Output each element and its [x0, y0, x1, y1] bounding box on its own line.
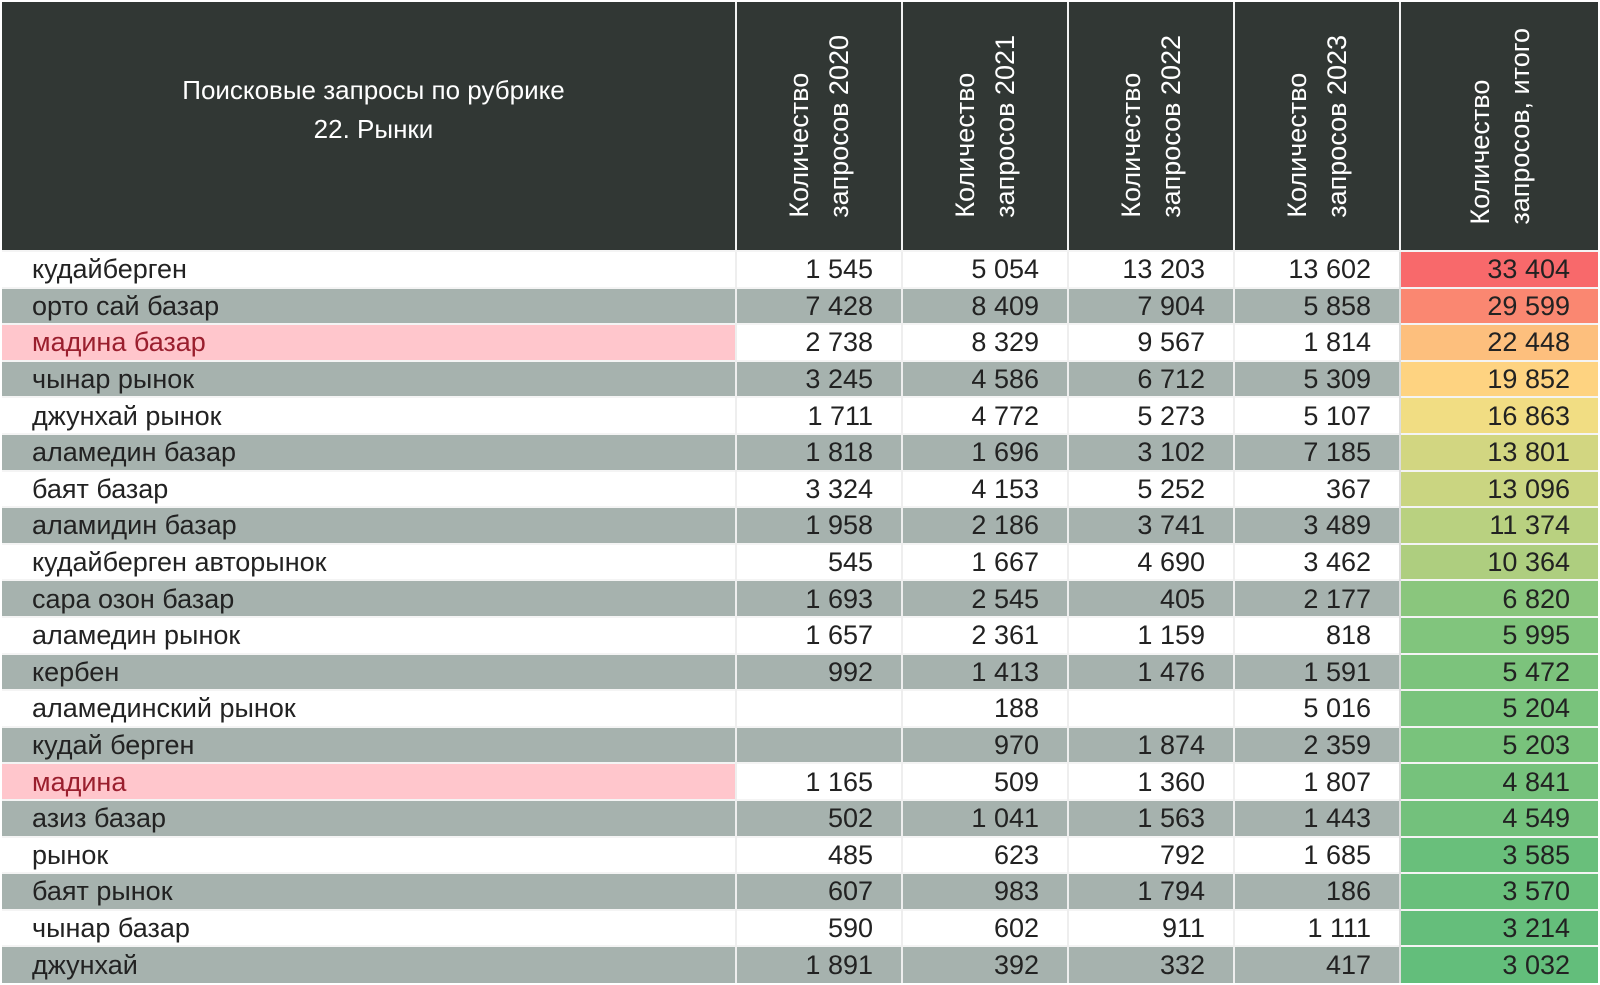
cell-2022: 1 563 — [1068, 800, 1234, 837]
table-row — [2, 471, 1598, 508]
table-body — [2, 251, 1598, 983]
table-row — [2, 617, 1598, 654]
cell-2021: 2 186 — [902, 507, 1068, 544]
cell-2023: 1 685 — [1234, 837, 1400, 874]
cell-2020: 485 — [736, 837, 902, 874]
cell-2021: 1 413 — [902, 654, 1068, 691]
row-name: кербен — [2, 654, 736, 691]
cell-2021: 4 586 — [902, 361, 1068, 398]
row-name: джунхай рынок — [2, 397, 736, 434]
table-row — [2, 251, 1598, 288]
cell-2023: 5 107 — [1234, 397, 1400, 434]
table-row — [2, 507, 1598, 544]
row-name: мадина базар — [2, 324, 736, 361]
row-name: сара озон базар — [2, 580, 736, 617]
row-name: аламедин базар — [2, 434, 736, 471]
cell-2023: 7 185 — [1234, 434, 1400, 471]
cell-2021: 970 — [902, 727, 1068, 764]
row-name: аламедин рынок — [2, 617, 736, 654]
cell-2020: 1 545 — [736, 251, 902, 288]
cell-total: 4 549 — [1400, 800, 1598, 837]
cell-2021: 1 667 — [902, 544, 1068, 581]
cell-2022: 332 — [1068, 946, 1234, 983]
cell-2020: 607 — [736, 873, 902, 910]
cell-2020: 992 — [736, 654, 902, 691]
row-name: джунхай — [2, 946, 736, 983]
row-name: рынок — [2, 837, 736, 874]
cell-2020: 1 711 — [736, 397, 902, 434]
column-header-label: Количество запросов 2022 — [1116, 35, 1186, 218]
cell-2022: 5 252 — [1068, 471, 1234, 508]
cell-2022: 911 — [1068, 910, 1234, 947]
table-row — [2, 910, 1598, 947]
cell-2021: 5 054 — [902, 251, 1068, 288]
cell-2020: 1 958 — [736, 507, 902, 544]
column-header-2022 — [1068, 2, 1234, 251]
cell-2023: 13 602 — [1234, 251, 1400, 288]
column-header-2021 — [902, 2, 1068, 251]
table-row — [2, 763, 1598, 800]
cell-total: 3 214 — [1400, 910, 1598, 947]
cell-total: 13 801 — [1400, 434, 1598, 471]
row-name: аламединский рынок — [2, 690, 736, 727]
cell-2020: 502 — [736, 800, 902, 837]
cell-2020: 1 891 — [736, 946, 902, 983]
search-queries-table — [2, 2, 1598, 983]
table-row — [2, 946, 1598, 983]
cell-2021: 1 041 — [902, 800, 1068, 837]
cell-2021: 2 361 — [902, 617, 1068, 654]
title-line-2: 22. Рынки — [313, 114, 434, 144]
cell-total: 5 203 — [1400, 727, 1598, 764]
cell-total: 3 585 — [1400, 837, 1598, 874]
cell-2023: 1 814 — [1234, 324, 1400, 361]
cell-2022: 9 567 — [1068, 324, 1234, 361]
cell-2022: 792 — [1068, 837, 1234, 874]
cell-2023: 1 443 — [1234, 800, 1400, 837]
cell-total: 29 599 — [1400, 288, 1598, 325]
cell-2021: 602 — [902, 910, 1068, 947]
cell-2023: 186 — [1234, 873, 1400, 910]
cell-2023: 1 591 — [1234, 654, 1400, 691]
table-row — [2, 434, 1598, 471]
cell-2022: 3 741 — [1068, 507, 1234, 544]
table-row — [2, 361, 1598, 398]
cell-2023: 367 — [1234, 471, 1400, 508]
row-name: кудай берген — [2, 727, 736, 764]
cell-2020: 545 — [736, 544, 902, 581]
cell-2021: 8 329 — [902, 324, 1068, 361]
cell-2022: 1 476 — [1068, 654, 1234, 691]
cell-2020 — [736, 727, 902, 764]
row-name: мадина — [2, 763, 736, 800]
cell-2022 — [1068, 690, 1234, 727]
cell-2023: 2 359 — [1234, 727, 1400, 764]
cell-total: 11 374 — [1400, 507, 1598, 544]
cell-2022: 5 273 — [1068, 397, 1234, 434]
table-row — [2, 324, 1598, 361]
cell-2020: 2 738 — [736, 324, 902, 361]
column-header-total — [1400, 2, 1598, 251]
table-row — [2, 397, 1598, 434]
table-row — [2, 544, 1598, 581]
cell-2021: 623 — [902, 837, 1068, 874]
cell-total: 13 096 — [1400, 471, 1598, 508]
row-name: баят базар — [2, 471, 736, 508]
cell-total: 10 364 — [1400, 544, 1598, 581]
cell-2022: 13 203 — [1068, 251, 1234, 288]
cell-2020: 1 165 — [736, 763, 902, 800]
cell-2023: 5 309 — [1234, 361, 1400, 398]
cell-2020: 3 324 — [736, 471, 902, 508]
table-row — [2, 580, 1598, 617]
cell-2020: 7 428 — [736, 288, 902, 325]
cell-2020 — [736, 690, 902, 727]
row-name: аламидин базар — [2, 507, 736, 544]
cell-2023: 417 — [1234, 946, 1400, 983]
table-row — [2, 690, 1598, 727]
table-row — [2, 288, 1598, 325]
cell-2021: 392 — [902, 946, 1068, 983]
column-header-label: Количество запросов 2023 — [1282, 35, 1352, 218]
cell-2023: 2 177 — [1234, 580, 1400, 617]
cell-total: 5 472 — [1400, 654, 1598, 691]
column-header-2023 — [1234, 2, 1400, 251]
cell-2020: 1 818 — [736, 434, 902, 471]
cell-2023: 1 111 — [1234, 910, 1400, 947]
cell-2022: 405 — [1068, 580, 1234, 617]
column-header-label: Количество запросов, итого — [1464, 28, 1535, 225]
cell-2023: 5 858 — [1234, 288, 1400, 325]
cell-2023: 5 016 — [1234, 690, 1400, 727]
cell-2021: 4 772 — [902, 397, 1068, 434]
cell-total: 6 820 — [1400, 580, 1598, 617]
cell-total: 4 841 — [1400, 763, 1598, 800]
cell-2022: 1 360 — [1068, 763, 1234, 800]
table-row — [2, 837, 1598, 874]
cell-total: 16 863 — [1400, 397, 1598, 434]
cell-2023: 3 462 — [1234, 544, 1400, 581]
cell-2022: 1 874 — [1068, 727, 1234, 764]
cell-2021: 2 545 — [902, 580, 1068, 617]
cell-2021: 983 — [902, 873, 1068, 910]
table-row — [2, 727, 1598, 764]
row-name: кудайберген авторынок — [2, 544, 736, 581]
cell-total: 5 204 — [1400, 690, 1598, 727]
cell-2021: 188 — [902, 690, 1068, 727]
table-row — [2, 800, 1598, 837]
cell-2020: 1 693 — [736, 580, 902, 617]
cell-2020: 1 657 — [736, 617, 902, 654]
cell-2022: 6 712 — [1068, 361, 1234, 398]
cell-total: 19 852 — [1400, 361, 1598, 398]
column-header-label: Количество запросов 2020 — [784, 35, 854, 218]
table-row — [2, 654, 1598, 691]
cell-total: 3 032 — [1400, 946, 1598, 983]
cell-2021: 8 409 — [902, 288, 1068, 325]
header-row — [2, 2, 1598, 251]
cell-total: 33 404 — [1400, 251, 1598, 288]
cell-total: 5 995 — [1400, 617, 1598, 654]
cell-2021: 4 153 — [902, 471, 1068, 508]
column-header-label: Количество запросов 2021 — [950, 35, 1020, 218]
column-header-2020 — [736, 2, 902, 251]
table-row — [2, 873, 1598, 910]
cell-2023: 1 807 — [1234, 763, 1400, 800]
cell-2022: 1 794 — [1068, 873, 1234, 910]
cell-2022: 3 102 — [1068, 434, 1234, 471]
cell-2020: 590 — [736, 910, 902, 947]
cell-total: 3 570 — [1400, 873, 1598, 910]
row-name: кудайберген — [2, 251, 736, 288]
cell-2020: 3 245 — [736, 361, 902, 398]
title-line-1: Поисковые запросы по рубрике — [182, 75, 565, 105]
cell-total: 22 448 — [1400, 324, 1598, 361]
cell-2023: 3 489 — [1234, 507, 1400, 544]
row-name: азиз базар — [2, 800, 736, 837]
row-name: орто сай базар — [2, 288, 736, 325]
cell-2022: 7 904 — [1068, 288, 1234, 325]
row-name: чынар рынок — [2, 361, 736, 398]
table-title — [2, 2, 736, 251]
cell-2022: 1 159 — [1068, 617, 1234, 654]
cell-2022: 4 690 — [1068, 544, 1234, 581]
cell-2021: 1 696 — [902, 434, 1068, 471]
row-name: баят рынок — [2, 873, 736, 910]
cell-2021: 509 — [902, 763, 1068, 800]
row-name: чынар базар — [2, 910, 736, 947]
cell-2023: 818 — [1234, 617, 1400, 654]
